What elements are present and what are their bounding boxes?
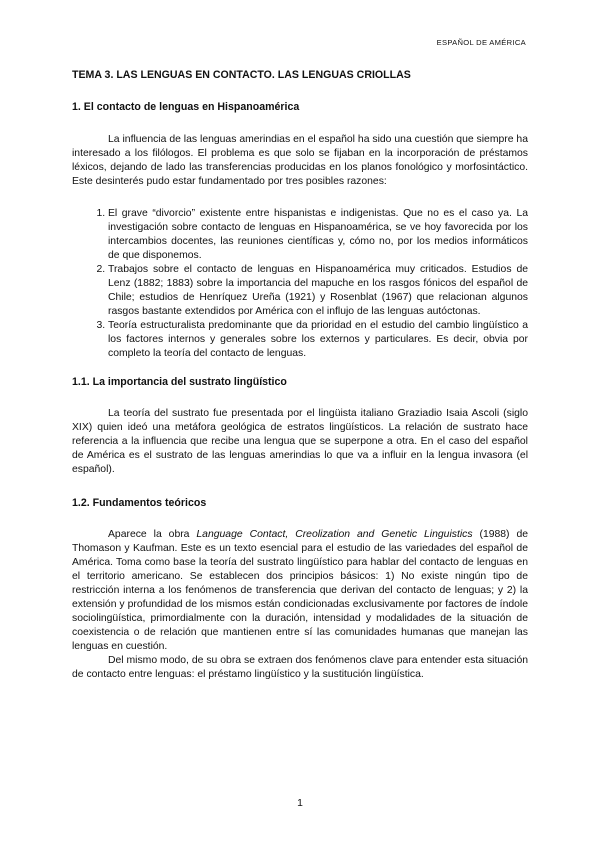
running-header: ESPAÑOL DE AMÉRICA — [436, 38, 526, 47]
section-1-2-paragraph-1 — [72, 528, 528, 654]
reason-item-3: 3. Teoría estructuralista predominante que da prioridad en el estudio del cambio lingüístico a los factores internos y generales sobre los externos y particulares. Es decir, obvia por completo la teoría del contacto de lenguas. — [108, 319, 528, 361]
section-1-1-heading: 1.1. La importancia del sustrato lingüístico — [72, 376, 287, 388]
cited-work-title: Language Contact, Creolization and Genetic Linguistics — [196, 529, 473, 540]
section-1-2-heading: 1.2. Fundamentos teóricos — [72, 497, 207, 509]
section-1-2-paragraph-2: Del mismo modo, de su obra se extraen dos fenómenos clave para entender esta situación de contacto entre lenguas: el préstamo lingüístico y la sustitución lingüística. — [72, 655, 528, 680]
page-number: 1 — [297, 798, 303, 809]
section-1-intro-paragraph: La influencia de las lenguas amerindias en el español ha sido una cuestión que siempre ha interesado a los filólogos. El problema es que solo se fijaban en la incorporación de préstamos léxicos, dejando de lado las transferencias producidas en los planos fonológico y morfosintáctico. Este desinterés pudo estar fundamentado por tres posibles razones: — [72, 134, 528, 187]
reasons-list — [72, 207, 528, 361]
document-title: TEMA 3. LAS LENGUAS EN CONTACTO. LAS LENGUAS CRIOLLAS — [72, 69, 411, 81]
paragraph-body-text: (1988) de Thomason y Kaufman. Este es un texto esencial para el estudio de las variedades del español de América. Toma como base la teoría del sustrato lingüístico para hablar del contacto de lenguas en el territorio americano. Se establecen dos principios básicos: 1) No existe ningún tipo de restricción interna a los fenómenos de transferencia que derivan del contacto de lenguas; y 2) la extensión y profundidad de los mismos están condicionadas exclusivamente por factores de índole sociolingüística, primordialmente con la duración, intensidad y modalidades de la situación de coexistencia o de relación que mantienen entre sí las comunidades humanas que manejan las lenguas en cuestión. — [72, 529, 529, 652]
reason-item-1: 1. El grave “divorcio” existente entre hispanistas e indigenistas. Que no es el caso ya. La investigación sobre contacto de lenguas en Hispanoamérica, se ve hoy favorecida por los intercambios docentes, las reuniones científicas y, cómo no, por los medios informáticos de que disponemos. — [108, 207, 528, 263]
paragraph-lead-text: Aparece la obra — [108, 529, 197, 540]
reason-item-2: 2. Trabajos sobre el contacto de lenguas en Hispanoamérica muy criticados. Estudios de Lenz (1882; 1883) sobre la importancia del mapuche en los rasgos fónicos del español de Chile; estudios de Henríquez Ureña (1921) y Rosenblat (1967) que relacionan algunos rasgos bastante extendidos por América con el influjo de las lenguas autóctonas. — [108, 263, 528, 319]
page-content — [72, 68, 528, 682]
section-1-1-paragraph: La teoría del sustrato fue presentada por el lingüista italiano Graziadio Isaia Ascoli (siglo XIX) quien ideó una metáfora geológica de estratos lingüísticos. La relación de sustrato hace referencia a la influencia que recibe una lengua que se superpone a otra. En el caso del español de América es el sustrato de las lenguas amerindias lo que va a influir en la lengua invasora (el español). — [72, 408, 528, 475]
section-1-heading: 1. El contacto de lenguas en Hispanoamérica — [72, 101, 300, 113]
